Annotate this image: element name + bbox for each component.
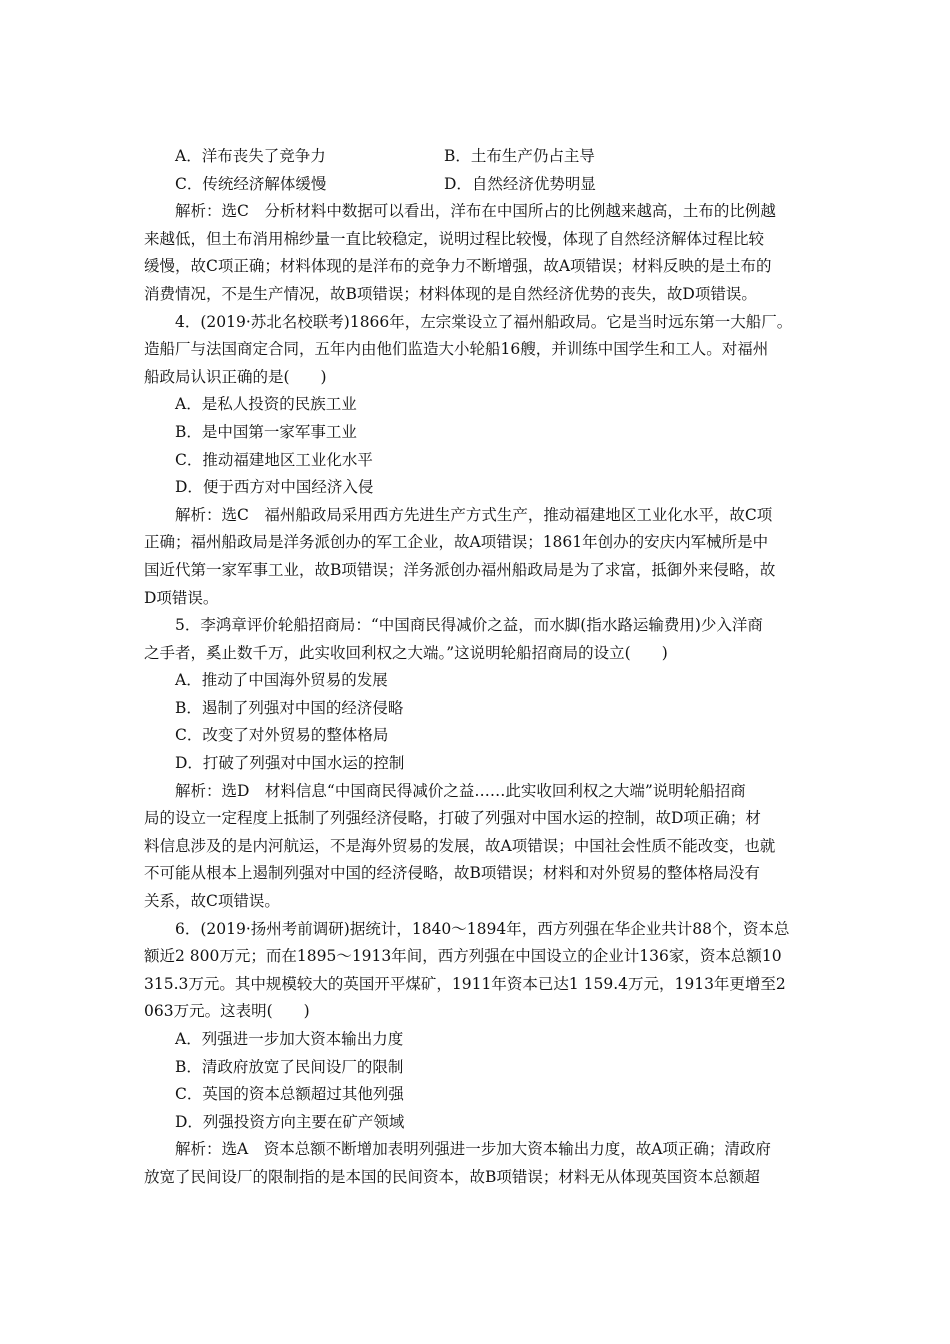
q5-option-d: D．打破了列强对中国水运的控制 <box>175 754 405 773</box>
q3-options-row-1 <box>144 143 810 171</box>
q5-options <box>144 667 810 777</box>
q3-option-a: A．洋布丧失了竞争力 <box>175 147 326 165</box>
stem-line: 4．(2019·苏北名校联考)1866年，左宗棠设立了福州船政局。它是当时远东第一大船厂。 <box>175 312 793 331</box>
analysis-line: 消费情况，不是生产情况，故B项错误；材料体现的是自然经济优势的丧失，故D项错误。 <box>144 284 757 303</box>
stem-line: 额近2 800万元；而在1895～1913年间，西方列强在中国设立的企业计136家，资本总额10 <box>144 947 782 966</box>
q3-analysis <box>144 198 810 308</box>
q4-options <box>144 391 810 501</box>
stem-line: 6．(2019·扬州考前调研)据统计，1840～1894年，西方列强在华企业共计88个，资本总 <box>175 919 790 938</box>
q4-analysis <box>144 502 810 612</box>
q6-option-b: B．清政府放宽了民间设厂的限制 <box>175 1057 404 1076</box>
q6-option-a: A．列强进一步加大资本输出力度 <box>175 1030 404 1048</box>
q3-options-row-2 <box>144 171 810 199</box>
analysis-line: 关系，故C项错误。 <box>144 892 280 911</box>
analysis-line: 局的设立一定程度上抵制了列强经济侵略，打破了列强对中国水运的控制，故D项正确；材 <box>144 809 761 828</box>
q4-option-b: B．是中国第一家军事工业 <box>175 422 357 441</box>
q4-stem <box>144 309 810 392</box>
q6-analysis <box>144 1136 810 1191</box>
q4-option-d: D．便于西方对中国经济入侵 <box>175 478 374 497</box>
analysis-line: D项错误。 <box>144 588 219 607</box>
analysis-line: 来越低，但土布消用棉纱量一直比较稳定，说明过程比较慢，体现了自然经济解体过程比较 <box>144 229 765 248</box>
q5-option-b: B．遏制了列强对中国的经济侵略 <box>175 698 404 717</box>
q5-stem <box>144 612 810 667</box>
q4-option-a: A．是私人投资的民族工业 <box>175 395 357 414</box>
q6-option-c: C．英国的资本总额超过其他列强 <box>175 1085 404 1104</box>
analysis-line: 缓慢，故C项正确；材料体现的是洋布的竞争力不断增强，故A项错误；材料反映的是土布的 <box>144 257 772 276</box>
q3-option-b: B．土布生产仍占主导 <box>444 147 595 165</box>
stem-line: 315.3万元。其中规模较大的英国开平煤矿，1911年资本已达1 159.4万元，1913年更增至2 <box>144 974 786 993</box>
q3-option-c: C．传统经济解体缓慢 <box>175 174 327 193</box>
q5-option-a: A．推动了中国海外贸易的发展 <box>175 671 388 690</box>
analysis-line: 料信息涉及的是内河航运，不是海外贸易的发展，故A项错误；中国社会性质不能改变，也就 <box>144 836 776 855</box>
analysis-line: 解析：选A 资本总额不断增加表明列强进一步加大资本输出力度，故A项正确；清政府 <box>175 1140 771 1159</box>
analysis-line: 不可能从根本上遏制列强对中国的经济侵略，故B项错误；材料和对外贸易的整体格局没有 <box>144 864 760 883</box>
q6-stem <box>144 916 810 1026</box>
stem-line: 船政局认识正确的是( ) <box>144 367 327 386</box>
page-content <box>144 143 810 1192</box>
stem-line: 造船厂与法国商定合同，五年内由他们监造大小轮船16艘，并训练中国学生和工人。对福州 <box>144 340 769 359</box>
stem-line: 5．李鸿章评价轮船招商局：“中国商民得减价之益，而水脚(指水路运输费用)少入洋商 <box>175 616 763 635</box>
q6-options <box>144 1026 810 1136</box>
analysis-line: 正确；福州船政局是洋务派创办的军工企业，故A项错误；1861年创办的安庆内军械所是中 <box>144 533 769 552</box>
stem-line: 之手者，奚止数千万，此实收回利权之大端。”这说明轮船招商局的设立( ) <box>144 643 668 662</box>
q6-option-d: D．列强投资方向主要在矿产领域 <box>175 1112 405 1131</box>
q5-option-c: C．改变了对外贸易的整体格局 <box>175 726 389 745</box>
q4-option-c: C．推动福建地区工业化水平 <box>175 450 373 469</box>
analysis-line: 解析：选C 分析材料中数据可以看出，洋布在中国所占的比例越来越高，土布的比例越 <box>175 202 776 221</box>
q3-option-d: D．自然经济优势明显 <box>444 174 596 193</box>
q5-analysis <box>144 778 810 916</box>
analysis-line: 解析：选D 材料信息“中国商民得减价之益……此实收回利权之大端”说明轮船招商 <box>175 781 746 800</box>
analysis-line: 解析：选C 福州船政局采用西方先进生产方式生产，推动福建地区工业化水平，故C项 <box>175 505 773 524</box>
analysis-line: 国近代第一家军事工业，故B项错误；洋务派创办福州船政局是为了求富，抵御外来侵略，故 <box>144 560 776 579</box>
stem-line: 063万元。这表明( ) <box>144 1002 310 1021</box>
analysis-line: 放宽了民间设厂的限制指的是本国的民间资本，故B项错误；材料无从体现英国资本总额超 <box>144 1167 760 1186</box>
